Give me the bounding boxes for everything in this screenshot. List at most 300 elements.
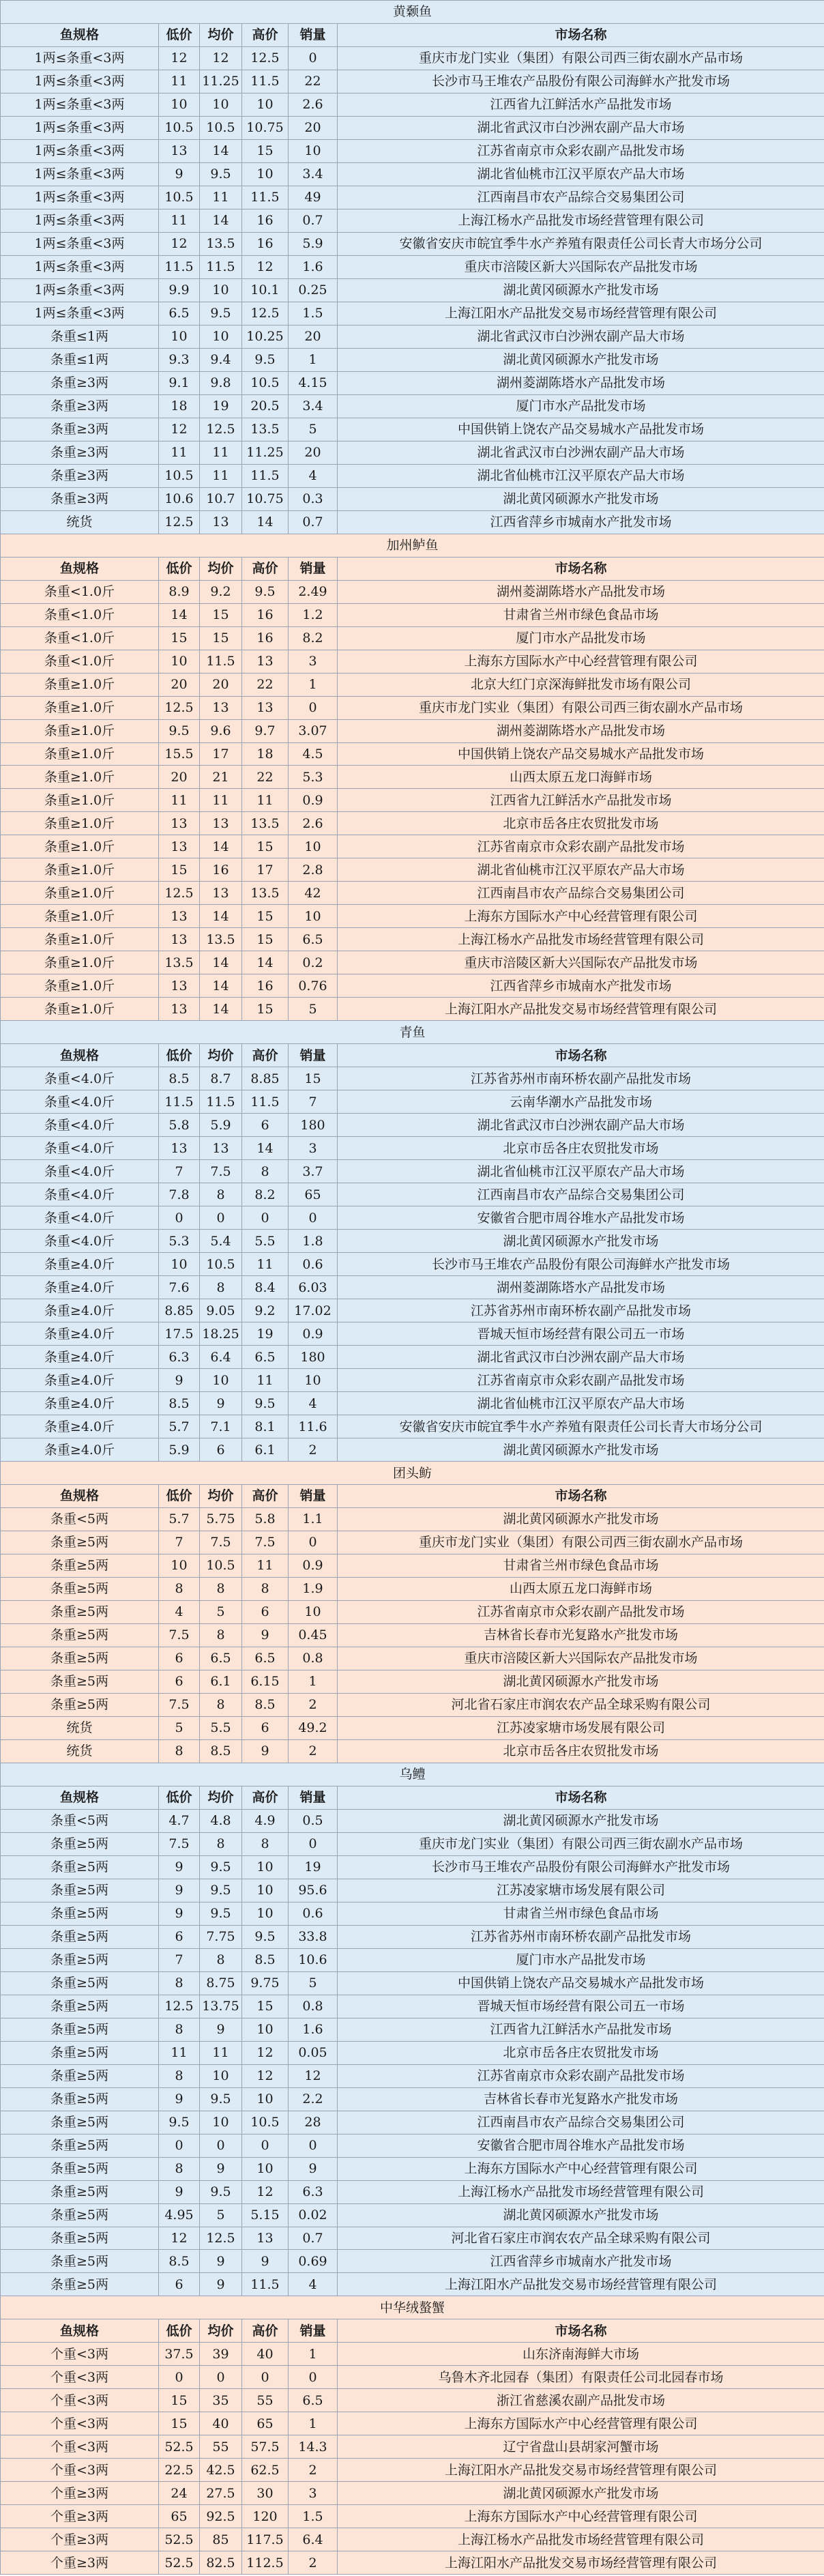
avg-price-cell: 40: [200, 2412, 242, 2435]
avg-price-cell: 11.5: [200, 1090, 242, 1114]
spec-cell: 条重≥3两: [1, 371, 159, 394]
avg-price-cell: 12: [200, 46, 242, 70]
table-row: [1, 650, 824, 673]
avg-price-cell: 9.5: [200, 1902, 242, 1925]
avg-price-cell: 82.5: [200, 2551, 242, 2575]
market-name-header: 市场名称: [338, 23, 824, 46]
table-row: [1, 696, 824, 719]
market-name-cell: 乌鲁木齐北园春（集团）有限责任公司北园春市场: [338, 2366, 824, 2389]
table-row: [1, 673, 824, 696]
high-price-cell: 16: [242, 209, 289, 232]
volume-cell: 0.9: [289, 1554, 338, 1577]
low-price-cell: 10.5: [159, 116, 200, 139]
table-row: [1, 1577, 824, 1600]
market-name-cell: 上海江杨水产品批发市场经营管理有限公司: [338, 928, 824, 951]
avg-price-cell: 10: [200, 2111, 242, 2134]
high-price-cell: 10: [242, 1902, 289, 1925]
low-price-cell: 8: [159, 2064, 200, 2087]
spec-cell: 条重≥4.0斤: [1, 1322, 159, 1346]
spec-cell: 条重≥5两: [1, 1855, 159, 1879]
spec-cell: 统货: [1, 1716, 159, 1739]
volume-header: 销量: [289, 1485, 338, 1508]
high-price-cell: 19: [242, 1322, 289, 1346]
low-price-cell: 13: [159, 1137, 200, 1160]
volume-cell: 2.8: [289, 858, 338, 882]
low-price-cell: 11: [159, 789, 200, 812]
market-name-cell: 中国供销上饶农产品交易城水产品批发市场: [338, 742, 824, 766]
avg-price-cell: 9.5: [200, 1879, 242, 1902]
avg-price-cell: 9.5: [200, 1855, 242, 1879]
high-price-cell: 14: [242, 951, 289, 974]
market-name-cell: 上海江阳水产品批发交易市场经营管理有限公司: [338, 302, 824, 325]
volume-cell: 5.3: [289, 766, 338, 789]
high-price-cell: 57.5: [242, 2435, 289, 2459]
volume-cell: 4: [289, 464, 338, 487]
section-title-row: [1, 1, 824, 24]
volume-cell: 14.3: [289, 2435, 338, 2459]
volume-cell: 0: [289, 2366, 338, 2389]
high-price-cell: 16: [242, 232, 289, 255]
avg-price-cell: 10: [200, 2064, 242, 2087]
spec-cell: 条重≥1.0斤: [1, 766, 159, 789]
volume-header: 销量: [289, 23, 338, 46]
market-name-cell: 重庆市龙门实业（集团）有限公司西三街农副水产品市场: [338, 1832, 824, 1855]
spec-cell: 条重≥5两: [1, 1948, 159, 1971]
volume-cell: 1: [289, 2412, 338, 2435]
market-name-cell: 厦门市水产品批发市场: [338, 626, 824, 650]
avg-price-cell: 11: [200, 789, 242, 812]
low-price-cell: 24: [159, 2482, 200, 2505]
high-price-cell: 120: [242, 2505, 289, 2528]
market-name-cell: 安徽省合肥市周谷堆水产品批发市场: [338, 2134, 824, 2157]
volume-cell: 10: [289, 139, 338, 162]
table-row: [1, 882, 824, 905]
high-price-cell: 40: [242, 2343, 289, 2366]
low-price-cell: 9: [159, 2087, 200, 2111]
low-price-cell: 11: [159, 2041, 200, 2064]
market-name-cell: 湖北省仙桃市江汉平原农产品大市场: [338, 1392, 824, 1415]
section-title-row: [1, 534, 824, 557]
avg-price-cell: 9.05: [200, 1299, 242, 1322]
low-price-cell: 4: [159, 1600, 200, 1623]
spec-cell: 1两≤条重<3两: [1, 46, 159, 70]
volume-cell: 2: [289, 1739, 338, 1763]
market-name-cell: 上海东方国际水产中心经营管理有限公司: [338, 905, 824, 928]
high-price-cell: 13: [242, 696, 289, 719]
column-header-row: [1, 23, 824, 46]
table-row: [1, 1855, 824, 1879]
volume-cell: 5: [289, 418, 338, 441]
high-price-header: 高价: [242, 557, 289, 580]
spec-cell: 条重≥1.0斤: [1, 928, 159, 951]
table-row: [1, 2482, 824, 2505]
avg-price-cell: 9: [200, 2250, 242, 2273]
high-price-cell: 15: [242, 835, 289, 858]
market-name-cell: 江西南昌市农产品综合交易集团公司: [338, 2111, 824, 2134]
spec-cell: 条重≥5两: [1, 1879, 159, 1902]
low-price-cell: 0: [159, 2366, 200, 2389]
low-price-cell: 13: [159, 835, 200, 858]
volume-cell: 7: [289, 1090, 338, 1114]
table-row: [1, 1623, 824, 1647]
avg-price-cell: 27.5: [200, 2482, 242, 2505]
volume-cell: 3.4: [289, 162, 338, 186]
high-price-cell: 13: [242, 2227, 289, 2250]
high-price-header: 高价: [242, 1786, 289, 1809]
volume-cell: 180: [289, 1346, 338, 1369]
table-row: [1, 603, 824, 626]
spec-cell: 条重<1.0斤: [1, 580, 159, 603]
low-price-cell: 13: [159, 812, 200, 835]
spec-cell: 条重<4.0斤: [1, 1183, 159, 1206]
volume-cell: 49.2: [289, 1716, 338, 1739]
low-price-cell: 8.5: [159, 1067, 200, 1090]
market-name-cell: 上海东方国际水产中心经营管理有限公司: [338, 650, 824, 673]
avg-price-cell: 7.5: [200, 1160, 242, 1183]
market-name-cell: 湖州菱湖陈塔水产品批发市场: [338, 580, 824, 603]
spec-cell: 个重<3两: [1, 2459, 159, 2482]
table-row: [1, 2134, 824, 2157]
spec-cell: 条重≥5两: [1, 1670, 159, 1693]
avg-price-cell: 8: [200, 1577, 242, 1600]
volume-cell: 1: [289, 673, 338, 696]
volume-cell: 0: [289, 1206, 338, 1230]
spec-cell: 条重≥4.0斤: [1, 1438, 159, 1462]
low-price-cell: 11: [159, 209, 200, 232]
volume-cell: 1.6: [289, 255, 338, 278]
spec-cell: 1两≤条重<3两: [1, 70, 159, 93]
market-name-cell: 长沙市马王堆农产品股份有限公司海鲜水产批发市场: [338, 1253, 824, 1276]
low-price-cell: 52.5: [159, 2528, 200, 2551]
market-name-header: 市场名称: [338, 557, 824, 580]
table-row: [1, 70, 824, 93]
market-name-cell: 江苏省南京市众彩农副产品批发市场: [338, 2064, 824, 2087]
table-row: [1, 1114, 824, 1137]
low-price-cell: 37.5: [159, 2343, 200, 2366]
high-price-cell: 11: [242, 1253, 289, 1276]
avg-price-cell: 19: [200, 394, 242, 418]
table-row: [1, 2087, 824, 2111]
low-price-cell: 10: [159, 1253, 200, 1276]
low-price-cell: 13.5: [159, 951, 200, 974]
market-name-cell: 湖北黄冈硕源水产批发市场: [338, 278, 824, 302]
volume-cell: 4.5: [289, 742, 338, 766]
table-row: [1, 2203, 824, 2227]
market-name-header: 市场名称: [338, 1485, 824, 1508]
market-name-cell: 甘肃省兰州市绿色食品市场: [338, 1902, 824, 1925]
section-title: 青鱼: [1, 1021, 824, 1044]
table-row: [1, 93, 824, 116]
low-price-cell: 5.7: [159, 1415, 200, 1438]
volume-cell: 65: [289, 1183, 338, 1206]
table-row: [1, 46, 824, 70]
volume-cell: 5.9: [289, 232, 338, 255]
market-name-cell: 河北省石家庄市润农农产品全球采购有限公司: [338, 2227, 824, 2250]
high-price-cell: 6.1: [242, 1438, 289, 1462]
high-price-cell: 6: [242, 1716, 289, 1739]
avg-price-header: 均价: [200, 1485, 242, 1508]
low-price-cell: 11: [159, 441, 200, 464]
high-price-header: 高价: [242, 1044, 289, 1067]
high-price-cell: 18: [242, 742, 289, 766]
low-price-cell: 7: [159, 1948, 200, 1971]
avg-price-cell: 13: [200, 882, 242, 905]
volume-cell: 0: [289, 696, 338, 719]
high-price-cell: 9.75: [242, 1971, 289, 1995]
avg-price-cell: 10: [200, 93, 242, 116]
volume-cell: 10.6: [289, 1948, 338, 1971]
table-row: [1, 789, 824, 812]
table-row: [1, 1554, 824, 1577]
low-price-cell: 8.5: [159, 2250, 200, 2273]
spec-cell: 条重≥5两: [1, 1577, 159, 1600]
spec-cell: 1两≤条重<3两: [1, 209, 159, 232]
volume-cell: 1.9: [289, 1577, 338, 1600]
spec-cell: 1两≤条重<3两: [1, 232, 159, 255]
spec-cell: 个重<3两: [1, 2366, 159, 2389]
table-row: [1, 1971, 824, 1995]
spec-header: 鱼规格: [1, 2319, 159, 2343]
spec-cell: 条重≥4.0斤: [1, 1369, 159, 1392]
table-row: [1, 2250, 824, 2273]
avg-price-cell: 7.75: [200, 1925, 242, 1948]
avg-price-cell: 9.6: [200, 719, 242, 742]
avg-price-cell: 8: [200, 1832, 242, 1855]
avg-price-cell: 21: [200, 766, 242, 789]
volume-cell: 0: [289, 46, 338, 70]
table-row: [1, 441, 824, 464]
volume-cell: 2: [289, 2551, 338, 2575]
market-name-cell: 湖州菱湖陈塔水产品批发市场: [338, 371, 824, 394]
volume-cell: 0.8: [289, 1995, 338, 2018]
market-name-cell: 北京市岳各庄农贸批发市场: [338, 2041, 824, 2064]
low-price-cell: 17.5: [159, 1322, 200, 1346]
spec-cell: 条重≥5两: [1, 1925, 159, 1948]
high-price-cell: 5.15: [242, 2203, 289, 2227]
spec-cell: 条重≥4.0斤: [1, 1392, 159, 1415]
high-price-cell: 11.5: [242, 464, 289, 487]
high-price-cell: 112.5: [242, 2551, 289, 2575]
low-price-cell: 18: [159, 394, 200, 418]
high-price-cell: 10: [242, 93, 289, 116]
market-name-cell: 上海东方国际水产中心经营管理有限公司: [338, 2157, 824, 2180]
avg-price-cell: 12.5: [200, 2227, 242, 2250]
table-row: [1, 2180, 824, 2203]
avg-price-cell: 11: [200, 2041, 242, 2064]
volume-cell: 6.3: [289, 2180, 338, 2203]
spec-cell: 1两≤条重<3两: [1, 278, 159, 302]
low-price-cell: 13: [159, 928, 200, 951]
volume-cell: 3: [289, 1137, 338, 1160]
market-name-cell: 江苏省南京市众彩农副产品批发市场: [338, 1369, 824, 1392]
spec-cell: 条重≥5两: [1, 1531, 159, 1554]
avg-price-cell: 15: [200, 626, 242, 650]
market-name-cell: 厦门市水产品批发市场: [338, 394, 824, 418]
spec-cell: 条重≥5两: [1, 1554, 159, 1577]
avg-price-cell: 0: [200, 2366, 242, 2389]
market-name-cell: 安徽省安庆市皖宜季牛水产养殖有限责任公司长青大市场分公司: [338, 232, 824, 255]
low-price-cell: 9.9: [159, 278, 200, 302]
avg-price-cell: 11: [200, 464, 242, 487]
market-name-cell: 北京市岳各庄农贸批发市场: [338, 1739, 824, 1763]
market-name-cell: 上海江阳水产品批发交易市场经营管理有限公司: [338, 2459, 824, 2482]
avg-price-cell: 0: [200, 2134, 242, 2157]
market-name-cell: 上海江杨水产品批发市场经营管理有限公司: [338, 2180, 824, 2203]
spec-cell: 条重<1.0斤: [1, 650, 159, 673]
high-price-cell: 10: [242, 1879, 289, 1902]
high-price-cell: 16: [242, 626, 289, 650]
high-price-cell: 22: [242, 766, 289, 789]
low-price-cell: 10.5: [159, 464, 200, 487]
low-price-cell: 12: [159, 232, 200, 255]
spec-cell: 条重≥5两: [1, 1971, 159, 1995]
market-name-cell: 长沙市马王堆农产品股份有限公司海鲜水产批发市场: [338, 1855, 824, 1879]
high-price-cell: 9: [242, 2250, 289, 2273]
low-price-cell: 15: [159, 858, 200, 882]
volume-cell: 11.6: [289, 1415, 338, 1438]
market-name-cell: 湖州菱湖陈塔水产品批发市场: [338, 719, 824, 742]
high-price-cell: 15: [242, 139, 289, 162]
volume-cell: 0.7: [289, 209, 338, 232]
column-header-row: [1, 1786, 824, 1809]
table-row: [1, 1230, 824, 1253]
volume-cell: 1.5: [289, 302, 338, 325]
market-name-cell: 江西省九江鲜活水产品批发市场: [338, 789, 824, 812]
high-price-cell: 0: [242, 2366, 289, 2389]
spec-cell: 条重≥3两: [1, 394, 159, 418]
avg-price-cell: 17: [200, 742, 242, 766]
spec-cell: 条重≤1两: [1, 325, 159, 348]
section-title-row: [1, 2296, 824, 2319]
spec-cell: 条重≥5两: [1, 1832, 159, 1855]
spec-cell: 条重≥1.0斤: [1, 998, 159, 1021]
volume-cell: 9: [289, 2157, 338, 2180]
spec-cell: 个重<3两: [1, 2412, 159, 2435]
low-price-cell: 8.9: [159, 580, 200, 603]
high-price-header: 高价: [242, 23, 289, 46]
spec-header: 鱼规格: [1, 1044, 159, 1067]
high-price-cell: 8.85: [242, 1067, 289, 1090]
table-row: [1, 1369, 824, 1392]
high-price-cell: 5.8: [242, 1507, 289, 1531]
high-price-cell: 11.25: [242, 441, 289, 464]
market-name-cell: 湖州菱湖陈塔水产品批发市场: [338, 1276, 824, 1299]
avg-price-cell: 11.5: [200, 255, 242, 278]
table-row: [1, 626, 824, 650]
high-price-cell: 10.5: [242, 371, 289, 394]
avg-price-cell: 5.75: [200, 1507, 242, 1531]
market-name-header: 市场名称: [338, 1044, 824, 1067]
spec-cell: 条重≥1.0斤: [1, 719, 159, 742]
table-row: [1, 1600, 824, 1623]
market-name-cell: 湖北黄冈硕源水产批发市场: [338, 348, 824, 371]
low-price-cell: 6: [159, 2273, 200, 2296]
market-name-cell: 湖北省仙桃市江汉平原农产品大市场: [338, 1160, 824, 1183]
high-price-cell: 9.7: [242, 719, 289, 742]
avg-price-cell: 5: [200, 2203, 242, 2227]
section-title: 乌鳢: [1, 1763, 824, 1786]
high-price-cell: 22: [242, 673, 289, 696]
table-row: [1, 1879, 824, 1902]
low-price-cell: 8.85: [159, 1299, 200, 1322]
table-row: [1, 209, 824, 232]
high-price-cell: 10: [242, 162, 289, 186]
high-price-cell: 12: [242, 2180, 289, 2203]
table-row: [1, 2412, 824, 2435]
high-price-cell: 12.5: [242, 46, 289, 70]
market-name-cell: 上海江阳水产品批发交易市场经营管理有限公司: [338, 2551, 824, 2575]
table-row: [1, 835, 824, 858]
volume-cell: 1: [289, 348, 338, 371]
spec-cell: 条重≥1.0斤: [1, 905, 159, 928]
market-name-cell: 重庆市龙门实业（集团）有限公司西三街农副水产品市场: [338, 696, 824, 719]
spec-cell: 条重<4.0斤: [1, 1137, 159, 1160]
table-row: [1, 580, 824, 603]
low-price-cell: 65: [159, 2505, 200, 2528]
avg-price-cell: 55: [200, 2435, 242, 2459]
low-price-cell: 9: [159, 2180, 200, 2203]
volume-cell: 0.45: [289, 1623, 338, 1647]
table-row: [1, 348, 824, 371]
avg-price-cell: 8: [200, 1623, 242, 1647]
low-price-cell: 6: [159, 1670, 200, 1693]
table-row: [1, 325, 824, 348]
avg-price-cell: 14: [200, 905, 242, 928]
avg-price-cell: 14: [200, 974, 242, 998]
table-row: [1, 186, 824, 209]
market-name-cell: 长沙市马王堆农产品股份有限公司海鲜水产批发市场: [338, 70, 824, 93]
low-price-cell: 6: [159, 1647, 200, 1670]
table-row: [1, 2435, 824, 2459]
avg-price-cell: 9.4: [200, 348, 242, 371]
low-price-cell: 5: [159, 1716, 200, 1739]
table-row: [1, 302, 824, 325]
high-price-cell: 11: [242, 1369, 289, 1392]
market-name-cell: 江苏凌家塘市场发展有限公司: [338, 1716, 824, 1739]
volume-cell: 28: [289, 2111, 338, 2134]
spec-cell: 条重≥4.0斤: [1, 1276, 159, 1299]
low-price-cell: 9: [159, 1902, 200, 1925]
table-row: [1, 1276, 824, 1299]
high-price-cell: 65: [242, 2412, 289, 2435]
market-name-cell: 湖北黄冈硕源水产批发市场: [338, 1230, 824, 1253]
low-price-cell: 8: [159, 1739, 200, 1763]
volume-cell: 0.9: [289, 789, 338, 812]
spec-cell: 条重≥5两: [1, 1623, 159, 1647]
high-price-cell: 14: [242, 1137, 289, 1160]
spec-cell: 条重≥4.0斤: [1, 1415, 159, 1438]
volume-cell: 1: [289, 2343, 338, 2366]
volume-cell: 0.69: [289, 2250, 338, 2273]
table-row: [1, 232, 824, 255]
spec-cell: 个重≥3两: [1, 2482, 159, 2505]
low-price-cell: 5.7: [159, 1507, 200, 1531]
low-price-cell: 13: [159, 998, 200, 1021]
volume-cell: 15: [289, 1067, 338, 1090]
avg-price-cell: 9: [200, 2273, 242, 2296]
avg-price-cell: 9: [200, 1392, 242, 1415]
table-row: [1, 1902, 824, 1925]
avg-price-cell: 6.1: [200, 1670, 242, 1693]
market-name-cell: 湖北省武汉市白沙洲农副产品大市场: [338, 116, 824, 139]
avg-price-cell: 13: [200, 1137, 242, 1160]
high-price-cell: 10.25: [242, 325, 289, 348]
low-price-cell: 7.6: [159, 1276, 200, 1299]
high-price-cell: 16: [242, 974, 289, 998]
high-price-cell: 10: [242, 2018, 289, 2041]
market-name-cell: 重庆市涪陵区新大兴国际农产品批发市场: [338, 1647, 824, 1670]
market-name-cell: 湖北省仙桃市江汉平原农产品大市场: [338, 162, 824, 186]
